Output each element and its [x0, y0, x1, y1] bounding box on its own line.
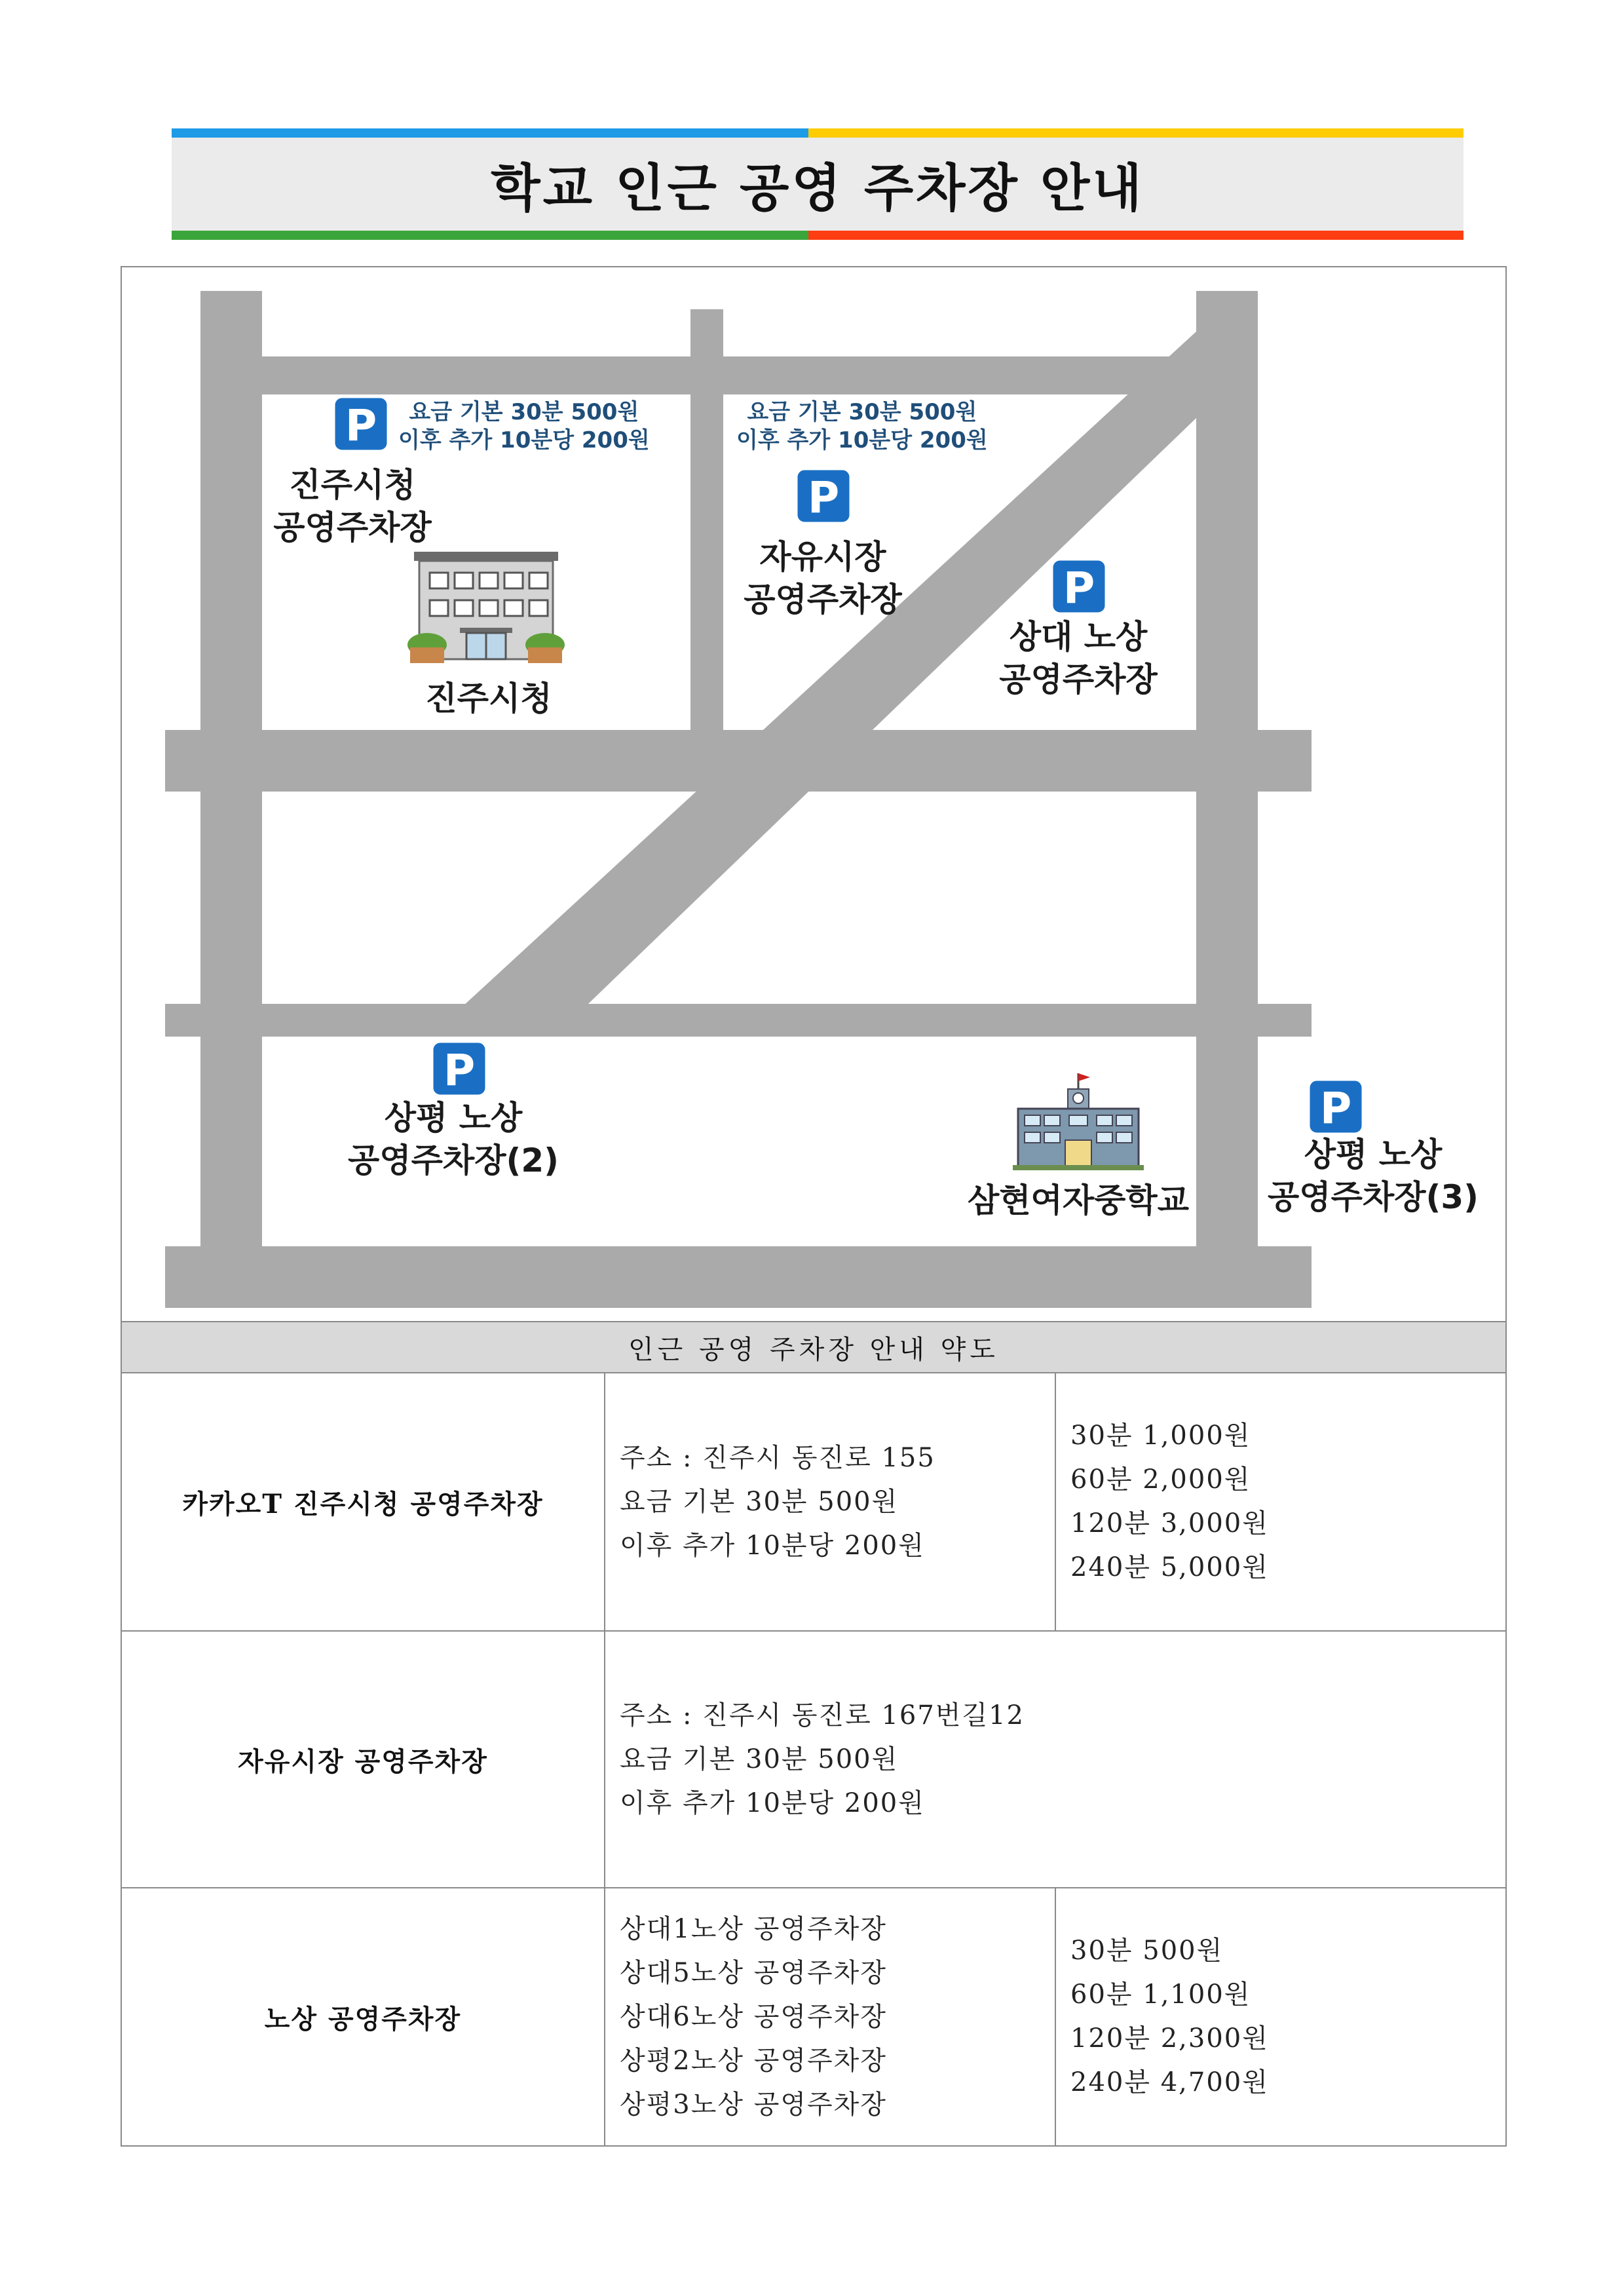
road-vertical-left	[200, 291, 262, 1307]
accent-bar-bottom-right	[808, 231, 1463, 240]
svg-text:P: P	[1063, 563, 1095, 613]
rate-line: 120분 2,300원	[1070, 2023, 1269, 2054]
page-title: 학교 인근 공영 주차장 안내	[491, 159, 1144, 218]
table-row-info	[605, 1632, 1505, 1887]
landmark-label-school: 삼현여자중학교	[967, 1181, 1190, 1219]
title-banner	[172, 128, 1463, 240]
info-line: 상대6노상 공영주차장	[620, 2001, 887, 2032]
fee-line: 이후 추가 10분당 200원	[736, 427, 988, 453]
lot-name-line: 공영주차장	[999, 660, 1158, 698]
info-line: 요금 기본 30분 500원	[620, 1486, 899, 1517]
lot-label-sangdae	[980, 616, 1177, 701]
table-row-rates	[1056, 1373, 1505, 1630]
rate-line: 240분 4,700원	[1070, 2067, 1269, 2097]
info-line: 주소 : 진주시 동진로 167번길12	[620, 1700, 1025, 1731]
parking-sign-icon	[1308, 1079, 1364, 1135]
parking-sign-icon	[795, 468, 852, 524]
table-row-name: 자유시장 공영주차장	[238, 1746, 488, 1777]
road-vertical-right	[1196, 291, 1258, 1307]
lot-name-line: 상평 노상	[384, 1099, 523, 1137]
lot-label-sangpyeong-2	[329, 1097, 578, 1182]
table-row-info	[605, 1373, 1055, 1630]
school-building-icon	[1013, 1073, 1144, 1172]
table-row-info	[605, 1888, 1055, 2145]
svg-text:P: P	[807, 472, 840, 523]
parking-map	[122, 267, 1505, 1321]
fee-note-city-hall	[398, 398, 650, 454]
lot-name-line: 상평 노상	[1304, 1136, 1443, 1174]
rate-line: 60분 2,000원	[1070, 1464, 1251, 1495]
landmark-label-city-hall: 진주시청	[425, 679, 552, 718]
lot-label-city-hall	[267, 464, 438, 549]
lot-name-line: 공영주차장(2)	[348, 1141, 559, 1179]
lot-name-line: 공영주차장(3)	[1268, 1178, 1479, 1216]
lot-label-sangpyeong-3	[1262, 1134, 1484, 1219]
rate-line: 240분 5,000원	[1070, 1552, 1269, 1582]
fee-line: 이후 추가 10분당 200원	[398, 427, 650, 453]
city-hall-building-icon	[407, 552, 565, 670]
parking-sign-icon	[333, 396, 389, 452]
rate-line: 120분 3,000원	[1070, 1508, 1269, 1539]
road-horizontal-bottom	[165, 1246, 1312, 1308]
parking-sign-icon	[431, 1041, 487, 1097]
table-caption: 인근 공영 주차장 안내 약도	[122, 1321, 1505, 1373]
lot-name-line: 진주시청	[289, 466, 416, 504]
fee-line: 요금 기본 30분 500원	[747, 399, 977, 425]
table-row-rates	[1056, 1888, 1505, 2145]
accent-bar-top-left	[172, 128, 808, 138]
info-line: 요금 기본 30분 500원	[620, 1744, 899, 1774]
fee-note-market	[736, 398, 988, 454]
rate-line: 60분 1,100원	[1070, 1980, 1251, 2010]
lot-name-line: 공영주차장	[273, 508, 432, 546]
svg-text:P: P	[443, 1045, 476, 1096]
info-line: 상대1노상 공영주차장	[620, 1913, 887, 1944]
info-line: 주소 : 진주시 동진로 155	[620, 1442, 935, 1473]
rate-line: 30분 1,000원	[1070, 1421, 1251, 1451]
lot-name-line: 공영주차장	[744, 581, 902, 619]
parking-sign-icon	[1051, 558, 1107, 615]
info-line: 이후 추가 10분당 200원	[620, 1788, 925, 1818]
svg-text:P: P	[345, 400, 377, 451]
rate-line: 30분 500원	[1070, 1936, 1224, 1966]
table-row-name: 노상 공영주차장	[264, 2003, 462, 2035]
info-line: 상평3노상 공영주차장	[620, 2089, 887, 2120]
info-line: 상대5노상 공영주차장	[620, 1957, 887, 1988]
accent-bar-bottom-left	[172, 231, 808, 240]
svg-text:P: P	[1319, 1083, 1352, 1134]
lot-name-line: 자유시장	[759, 538, 886, 576]
lot-label-market	[725, 536, 921, 621]
road-horizontal-lower	[165, 1004, 1312, 1037]
lot-name-line: 상대 노상	[1009, 618, 1148, 656]
table-row-name: 카카오T 진주시청 공영주차장	[182, 1488, 544, 1520]
info-line: 이후 추가 10분당 200원	[620, 1530, 925, 1561]
accent-bar-top-right	[808, 128, 1463, 138]
fee-line: 요금 기본 30분 500원	[409, 399, 639, 425]
road-horizontal-top	[200, 356, 1258, 394]
info-line: 상평2노상 공영주차장	[620, 2045, 887, 2076]
